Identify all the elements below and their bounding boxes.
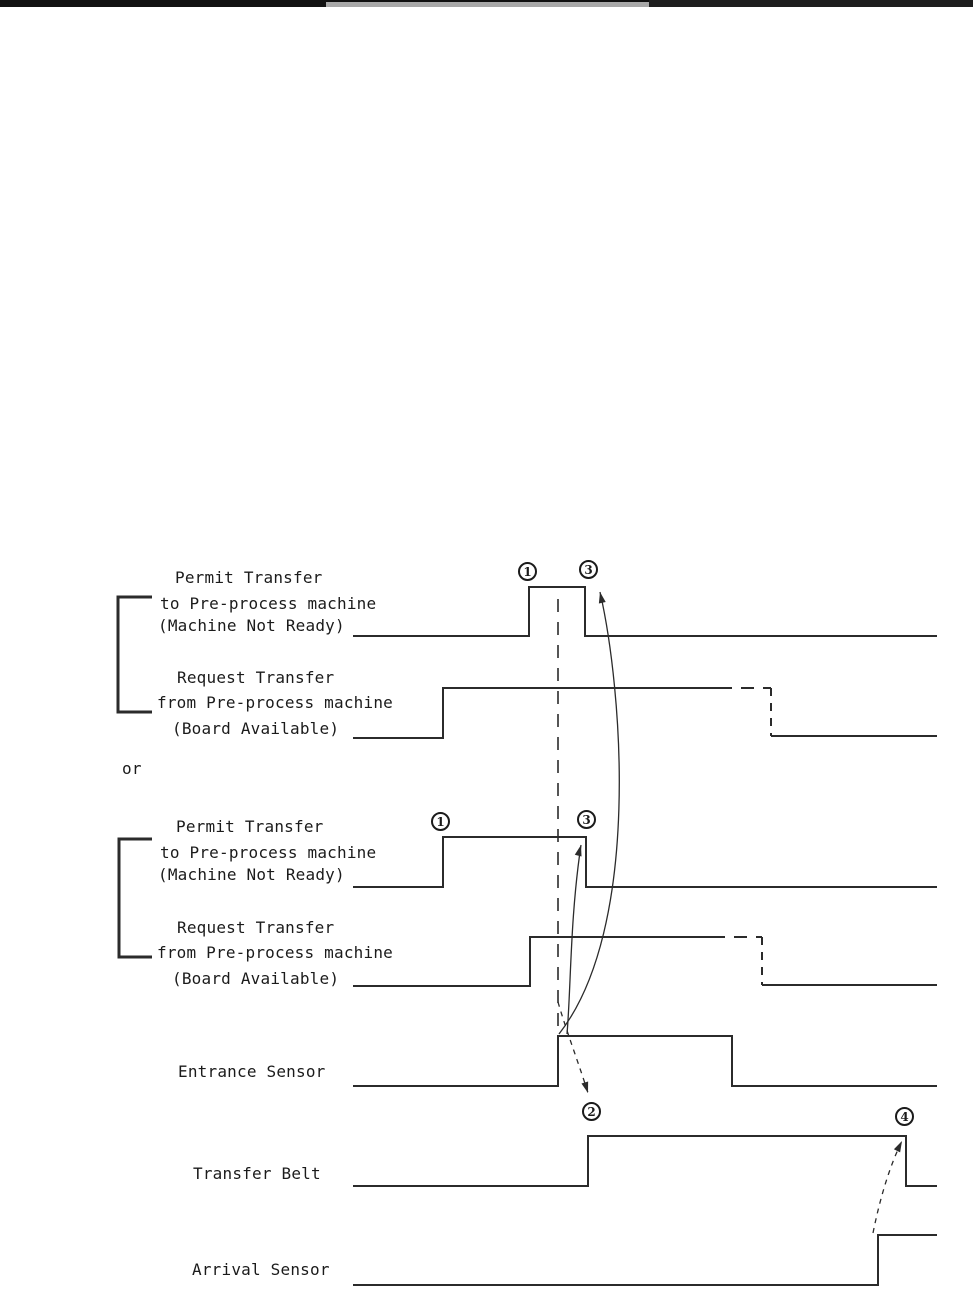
signal-label-entrance-sensor: Entrance Sensor — [178, 1062, 326, 1081]
arrow-arrival-to-marker-4 — [873, 1141, 902, 1233]
group-1-bracket — [118, 597, 152, 712]
signal-label-request-1-line3: (Board Available) — [172, 719, 340, 738]
signal-label-request-2-line1: Request Transfer — [177, 918, 335, 937]
or-label: or — [122, 759, 142, 778]
circled-number-marker-4: 4 — [895, 1107, 914, 1126]
arrow-entrance-to-marker-3-group-1-head — [597, 591, 606, 603]
request-1-wave-high — [353, 688, 719, 738]
circled-number-marker-3: 3 — [577, 810, 596, 829]
signal-label-arrival-sensor: Arrival Sensor — [192, 1260, 330, 1279]
signal-label-request-1-line1: Request Transfer — [177, 668, 335, 687]
circled-number-marker-1: 1 — [431, 812, 450, 831]
permit-1-wave — [353, 587, 937, 636]
arrival-sensor-wave — [353, 1235, 937, 1285]
signal-label-permit-1-line1: Permit Transfer — [175, 568, 323, 587]
signal-label-permit-2-line2: to Pre-process machine — [160, 843, 377, 862]
signal-label-request-2-line2: from Pre-process machine — [157, 943, 393, 962]
group-2-bracket — [119, 839, 152, 957]
signal-label-request-2-line3: (Board Available) — [172, 969, 340, 988]
arrow-reference-to-marker-2-head — [581, 1081, 591, 1094]
arrow-reference-to-marker-2 — [558, 1002, 588, 1093]
signal-label-permit-2-line3: (Machine Not Ready) — [158, 865, 345, 884]
signal-label-permit-1-line2: to Pre-process machine — [160, 594, 377, 613]
circled-number-marker-3: 3 — [579, 560, 598, 579]
arrow-arrival-to-marker-4-head — [894, 1139, 905, 1152]
arrow-entrance-to-marker-3-group-2-head — [575, 844, 585, 856]
signal-label-permit-2-line1: Permit Transfer — [176, 817, 324, 836]
circled-number-marker-2: 2 — [582, 1102, 601, 1121]
arrow-entrance-to-marker-3-group-2 — [567, 845, 581, 1034]
transfer-belt-wave — [353, 1136, 937, 1186]
request-2-wave-high — [353, 937, 712, 986]
permit-2-wave — [353, 837, 937, 887]
entrance-sensor-wave — [353, 1036, 937, 1086]
signal-label-transfer-belt: Transfer Belt — [193, 1164, 321, 1183]
circled-number-marker-1: 1 — [518, 562, 537, 581]
signal-label-request-1-line2: from Pre-process machine — [157, 693, 393, 712]
signal-label-permit-1-line3: (Machine Not Ready) — [158, 616, 345, 635]
